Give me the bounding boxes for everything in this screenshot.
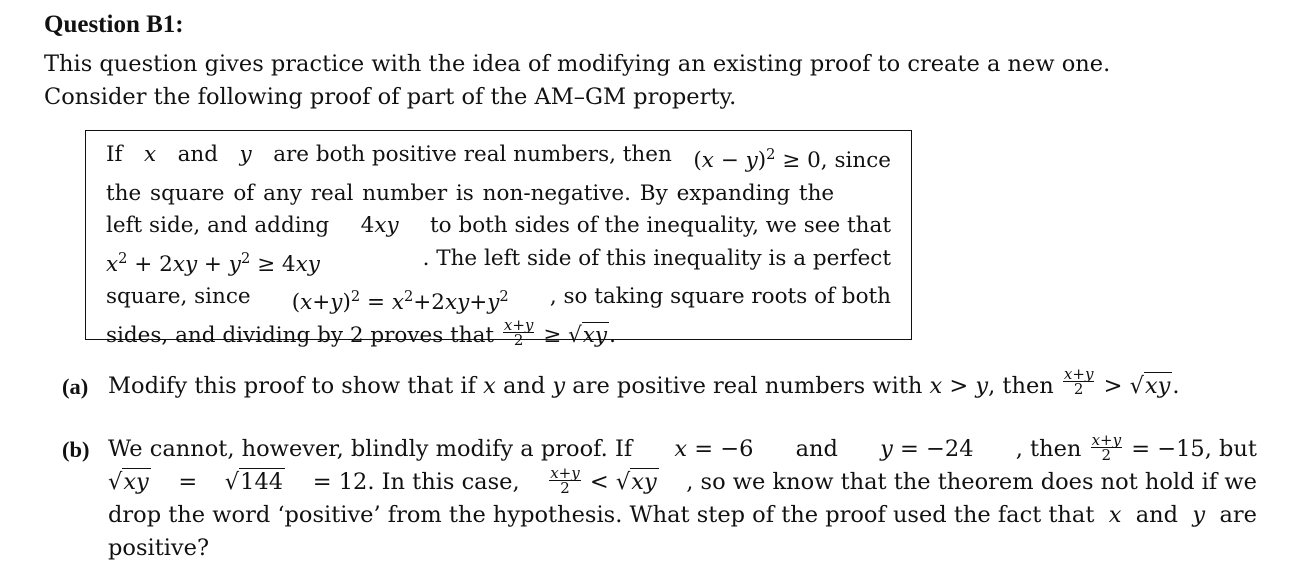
question-heading: Question B1: bbox=[44, 11, 184, 38]
math-expansion: $x^2 + 2xy + y^2 \ge 4xy$ bbox=[106, 249, 320, 277]
proof-box bbox=[85, 130, 912, 350]
part-b-line-4: positive? bbox=[108, 535, 210, 561]
part-a bbox=[62, 365, 1257, 403]
part-b bbox=[62, 430, 1257, 565]
part-a-line-1: Modify this proof to show that if x and y are positive real numbers with x > y , then $\frac{x+y}{2}$ > √xy . bbox=[108, 365, 1180, 399]
intro-line-2: Consider the following proof of part of the AM–GM property. bbox=[44, 84, 737, 110]
math-square-inequality: $(x - y)^2 \ge 0$, since bbox=[693, 146, 891, 174]
math-perfect-square: $(x+y)^2 = x^2+2xy+y^2$ bbox=[291, 288, 509, 316]
proof-line-5: square, since $(x+y)^2 = x^2+2xy+y^2$ , so taking square roots of both bbox=[106, 281, 891, 320]
proof-line-3: left side, and adding 4xy to both sides of the inequality, we see that bbox=[106, 213, 891, 239]
question-page bbox=[44, 8, 1274, 561]
proof-line-2: the square of any real number is non-negative. By expanding the bbox=[106, 180, 835, 206]
math-amgm: $\frac{x+y}{2}$ ≥ √xy bbox=[503, 316, 608, 350]
proof-line-6: sides, and dividing by 2 proves that $\frac{x+y}{2}$ ≥ √xy . bbox=[106, 320, 891, 353]
part-a-label: (a) bbox=[62, 374, 89, 399]
proof-line-1: If x and y are both positive real numbers, then $(x - y)^2 \ge 0$, since bbox=[106, 139, 891, 178]
part-b-line-2: √xy = √144 = 12. In this case, $\frac{x+y}{2}$ < √xy , so we know that the theorem does not hold if we bbox=[108, 463, 1257, 497]
part-b-label: (b) bbox=[62, 437, 90, 462]
part-b-line-3: drop the word ‘positive’ from the hypothesis. What step of the proof used the fact that x and y are bbox=[108, 502, 1257, 528]
part-b-line-1: We cannot, however, blindly modify a proof. If x = −6 and y = −24 , then $\frac{x+y}{2}$ = −15, but bbox=[108, 430, 1257, 464]
intro-line-1: This question gives practice with the idea of modifying an existing proof to create a new one. bbox=[44, 51, 1111, 77]
proof-line-4: $x^2 + 2xy + y^2 \ge 4xy$ . The left side of this inequality is a perfect bbox=[106, 243, 891, 282]
intro-text bbox=[44, 48, 1274, 114]
